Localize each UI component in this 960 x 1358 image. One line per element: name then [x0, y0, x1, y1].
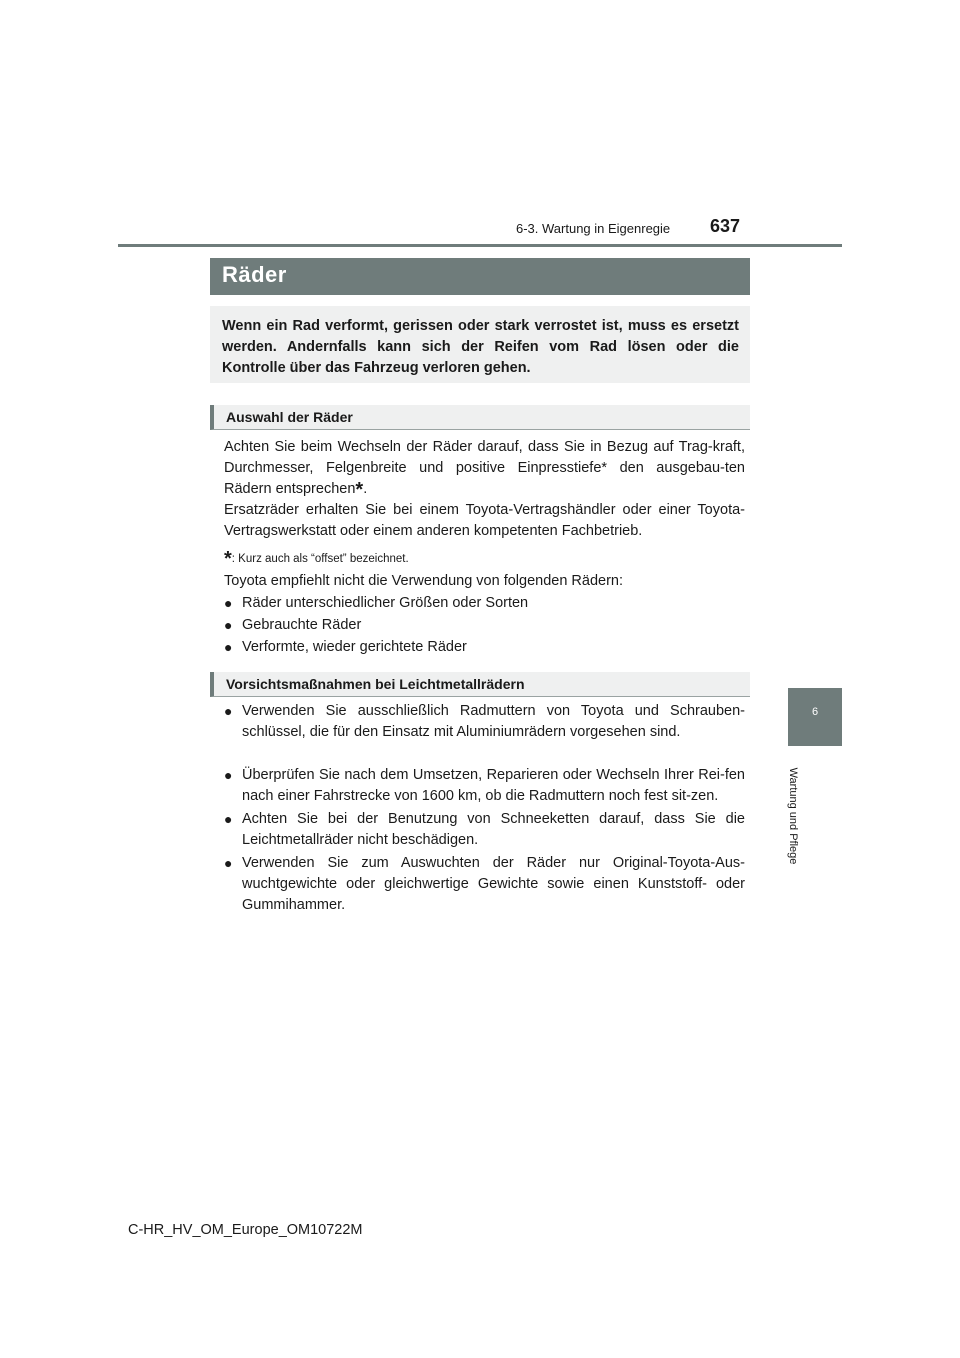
- intro-box: Wenn ein Rad verformt, gerissen oder stark verrostet ist, muss es ersetzt werden. Andernfalls kann sich der Reifen vom Rad lösen oder die Kontrolle über das Fahrzeug verloren gehen.: [210, 306, 750, 383]
- page-title: Räder: [222, 262, 287, 287]
- list-item: [224, 765, 745, 807]
- list-item: [224, 853, 745, 916]
- list-item-text: Verformte, wieder gerichtete Räder: [242, 639, 467, 655]
- list-item: [224, 615, 745, 636]
- list-item: [224, 809, 745, 851]
- list-item-text: Achten Sie bei der Benutzung von Schneeketten darauf, dass Sie die Leichtmetallräder nicht beschädigen.: [242, 811, 745, 848]
- list-item-text: Räder unterschiedlicher Größen oder Sorten: [242, 595, 529, 611]
- subheading-label: Auswahl der Räder: [226, 409, 353, 425]
- document-footer-id: C-HR_HV_OM_Europe_OM10722M: [128, 1222, 363, 1238]
- paragraph-spare-wheels: Ersatzräder erhalten Sie bei einem Toyota-Vertragshändler oder einer Toyota-Vertragswerkstatt oder einem anderen kompetenten Fachbetrieb.: [224, 502, 745, 539]
- bullet-icon: ●: [224, 811, 233, 827]
- footnote-marker: *: [355, 479, 364, 501]
- list-item-text: Gebrauchte Räder: [242, 617, 362, 633]
- subheading-alloy-precautions: [210, 672, 750, 697]
- bullet-icon: ●: [224, 639, 233, 655]
- bullet-icon: ●: [224, 703, 233, 719]
- chapter-tab: [788, 688, 842, 746]
- paragraph-wheel-requirements: [224, 437, 745, 500]
- footnote: [224, 545, 409, 568]
- subheading-label: Vorsichtsmaßnahmen bei Leichtmetallrädern: [226, 676, 525, 692]
- list-item-text: Überprüfen Sie nach dem Umsetzen, Reparieren oder Wechseln Ihrer Rei-fen nach einer Fahrstrecke von 1600 km, ob die Radmuttern noch fest sit-zen.: [242, 767, 745, 804]
- paragraph-end: .: [363, 481, 368, 497]
- chapter-label: Wartung und Pflege: [787, 767, 799, 865]
- subheading-wheel-selection: [210, 405, 750, 430]
- footnote-text: : Kurz auch als “offset” bezeichnet.: [231, 553, 409, 565]
- list-item-text: Verwenden Sie zum Auswuchten der Räder nur Original-Toyota-Aus-wuchtgewichte oder gleichwertige Gewichte sowie einen Kunststoff- oder Gummihammer.: [242, 855, 745, 913]
- page-number: 637: [710, 216, 741, 236]
- bullet-icon: ●: [224, 767, 233, 783]
- bullet-icon: ●: [224, 595, 233, 611]
- list-item-text: Verwenden Sie ausschließlich Radmuttern von Toyota und Schrauben-schlüssel, die für den Einsatz mit Aluminiumrädern vorgesehen sind.: [242, 703, 745, 740]
- page-title-bar: [210, 258, 750, 295]
- header-divider: [118, 244, 842, 247]
- footnote-star: *: [224, 548, 232, 570]
- paragraph-not-recommended: Toyota empfiehlt nicht die Verwendung von folgenden Rädern:: [224, 573, 624, 589]
- bullet-icon: ●: [224, 617, 233, 633]
- chapter-number: 6: [811, 706, 819, 718]
- paragraph-text: Achten Sie beim Wechseln der Räder darauf, dass Sie in Bezug auf Trag-kraft, Durchmesser, Felgenbreite und positive Einpresstiefe* den ausgebau-ten Rädern entsprechen: [224, 439, 745, 497]
- list-item: [224, 593, 745, 614]
- section-header: 6-3. Wartung in Eigenregie: [516, 221, 671, 236]
- chapter-label-container: [782, 760, 804, 872]
- bullet-icon: ●: [224, 855, 233, 871]
- list-item: [224, 701, 745, 743]
- list-item: [224, 637, 745, 658]
